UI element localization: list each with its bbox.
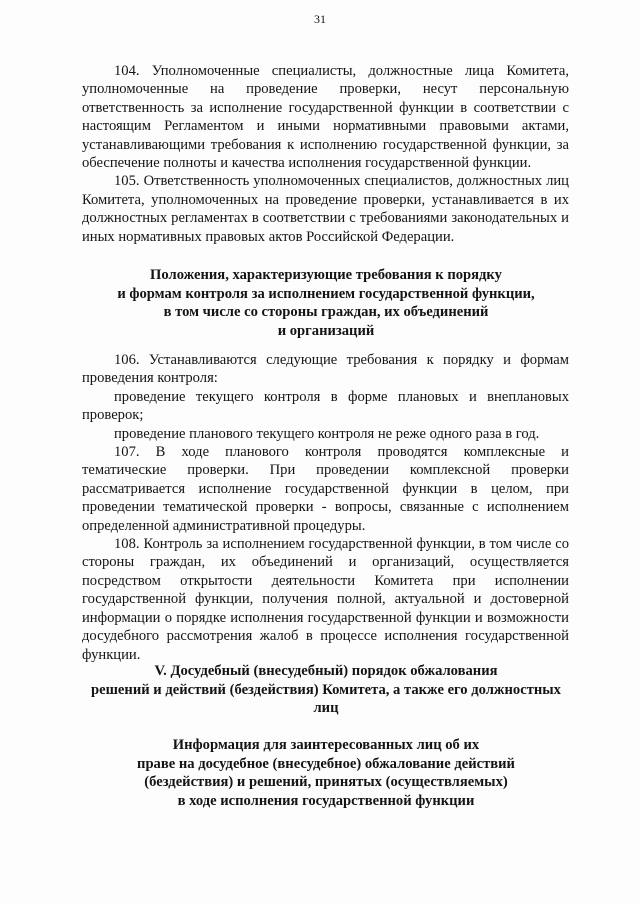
heading-section-5 (70, 662, 582, 718)
heading-line: и организаций (277, 322, 375, 339)
paragraph-106-item-2: проведение планового текущего контроля не реже одного раза в год. (114, 425, 540, 442)
heading-line: праве на досудебное (внесудебное) обжалование действий (137, 755, 515, 772)
paragraph-106-item-1: проведение текущего контроля в форме плановых и внеплановых проверок; (82, 388, 569, 424)
paragraph-107: 107. В ходе планового контроля проводятся комплексные и тематические проверки. При проведении комплексной проверки рассматривается исполнение государственной функции в целом, при проведении тематической проверки - вопросы, связанные с исполнением определенной административной процедуры. (82, 444, 569, 534)
heading-control-requirements (76, 266, 576, 340)
heading-line: (бездействия) и решений, принятых (осуществляемых) (144, 774, 508, 791)
text-block-responsibility (82, 62, 569, 246)
heading-line: решений и действий (бездействия) Комитета, а также его должностных (91, 681, 561, 698)
heading-line: Положения, характеризующие требования к порядку (150, 267, 502, 283)
page-number: 31 (314, 12, 326, 26)
heading-line: и формам контроля за исполнением государственной функции, (117, 285, 535, 302)
heading-line: Информация для заинтересованных лиц об их (172, 737, 480, 753)
heading-line: лиц (313, 700, 339, 717)
paragraph-105: 105. Ответственность уполномоченных специалистов, должностных лиц Комитета, уполномоченных на проведение проверки, устанавливается в их должностных регламентах в соответствии с требованиями законодательных и иных нормативных правовых актов Российской Федерации. (82, 173, 569, 245)
heading-information (76, 736, 576, 810)
paragraph-106: 106. Устанавливаются следующие требования к порядку и формам проведения контроля: (82, 352, 569, 387)
heading-line: в том числе со стороны граждан, их объединений (163, 304, 489, 321)
heading-line: V. Досудебный (внесудебный) порядок обжалования (154, 663, 498, 679)
paragraph-104: 104. Уполномоченные специалисты, должностные лица Комитета, уполномоченные на проведение проверки, несут персональную ответственность за исполнение государственной функции в соответствии с настоящим Регламентом и иными нормативными правовыми актами, устанавливающими требования к исполнению государственной функции, за обеспечение полноты и качества исполнения государственной функции. (82, 63, 569, 172)
paragraph-108: 108. Контроль за исполнением государственной функции, в том числе со стороны граждан, их объединений и организаций, осуществляется посредством открытости деятельности Комитета при исполнении государственной функции, получения полной, актуальной и достоверной информации о порядке исполнения государственной функции и возможности досудебного рассмотрения жалоб в процессе исполнения государственной функции. (82, 536, 569, 663)
heading-line: в ходе исполнения государственной функции (177, 792, 475, 809)
text-block-control (82, 351, 569, 664)
